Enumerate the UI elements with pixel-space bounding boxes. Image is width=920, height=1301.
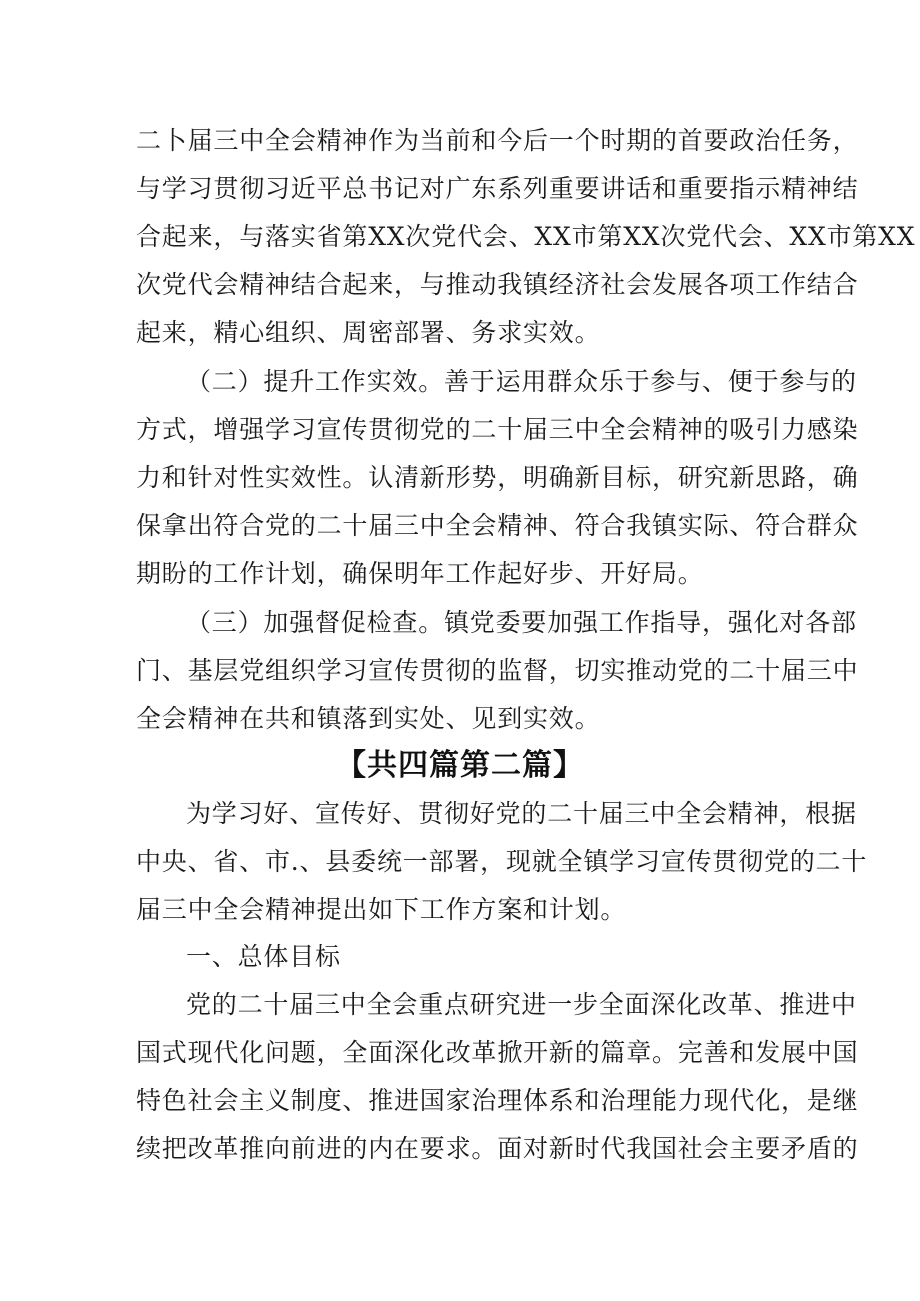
paragraph-line: （二）提升工作实效。善于运用群众乐于参与、便于参与的	[186, 367, 857, 396]
paragraph-line: 方式，增强学习宣传贯彻党的二十届三中全会精神的吸引力感染	[136, 415, 859, 444]
paragraph-line: 党的二十届三中全会重点研究进一步全面深化改革、推进中	[186, 990, 857, 1019]
paragraph-line: 特色社会主义制度、推进国家治理体系和治理能力现代化，是继	[136, 1086, 859, 1115]
paragraph-line: 次党代会精神结合起来，与推动我镇经济社会发展各项工作结合	[136, 270, 859, 299]
paragraph-line: 全会精神在共和镇落到实处、见到实效。	[136, 704, 601, 733]
paragraph-line: 期盼的工作计划，确保明年工作起好步、开好局。	[136, 559, 704, 588]
paragraph-line: 中央、省、市.、县委统一部署，现就全镇学习宣传贯彻党的二十	[136, 847, 868, 876]
paragraph-line: 门、基层党组织学习宣传贯彻的监督，切实推动党的二十届三中	[136, 656, 859, 685]
paragraph-line: 力和针对性实效性。认清新形势，明确新目标，研究新思路，确	[136, 463, 859, 492]
paragraph-line: 国式现代化问题，全面深化改革掀开新的篇章。完善和发展中国	[136, 1038, 859, 1067]
section-heading: 【共四篇第二篇】	[336, 748, 584, 783]
paragraph-line: 保拿出符合党的二十届三中全会精神、符合我镇实际、符合群众	[136, 511, 859, 540]
subheading: 一、总体目标	[186, 942, 341, 971]
paragraph-line: 二卜届三中全会精神作为当前和今后一个时期的首要政治任务，	[136, 126, 859, 155]
paragraph-line: 起来，精心组织、周密部署、务求实效。	[136, 318, 601, 347]
paragraph-line: 为学习好、宣传好、贯彻好党的二十届三中全会精神，根据	[186, 799, 857, 828]
paragraph-line: 届三中全会精神提出如下工作方案和计划。	[136, 895, 627, 924]
paragraph-line: 与学习贯彻习近平总书记对广东系列重要讲话和重要指示精神结	[136, 174, 859, 203]
paragraph-line: 续把改革推向前进的内在要求。面对新时代我国社会主要矛盾的	[136, 1134, 859, 1163]
paragraph-line: 合起来，与落实省第XX次党代会、XX市第XX次党代会、XX市第XX	[136, 222, 916, 251]
paragraph-line: （三）加强督促检查。镇党委要加强工作指导，强化对各部	[186, 608, 857, 637]
